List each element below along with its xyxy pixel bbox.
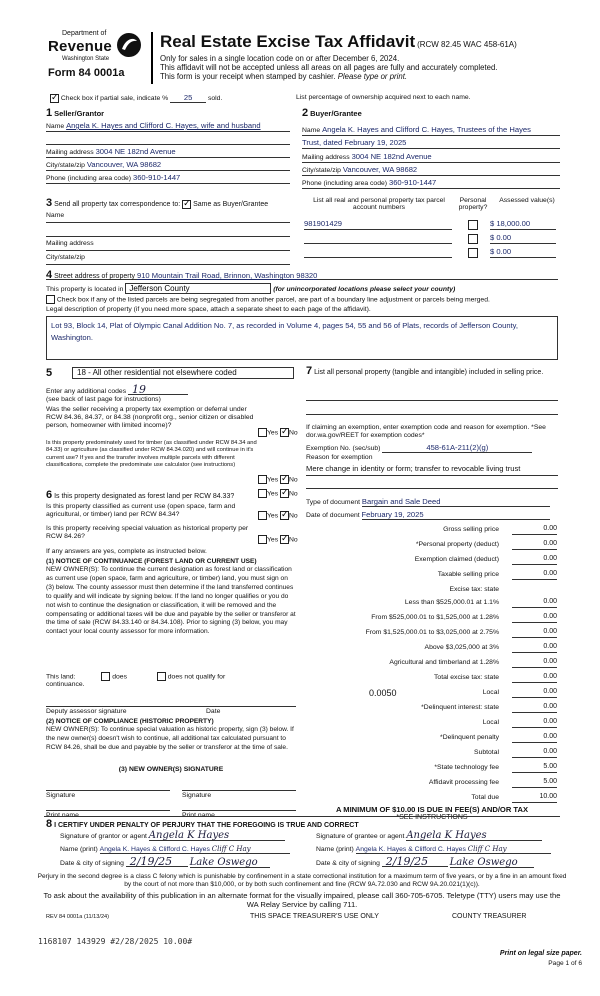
does-checkbox[interactable] (101, 672, 110, 681)
tax-row (305, 628, 557, 640)
doc-date-row (306, 510, 550, 520)
tax-label: Excise tax: state (449, 586, 499, 593)
tax-row (305, 540, 557, 552)
section8-heading-row (46, 818, 359, 830)
grantor-name-row (60, 845, 290, 854)
grantor-name-label: Name (print) (60, 846, 98, 853)
grantor-name[interactable]: Angela K. Hayes & Clifford C. Hayes (99, 846, 210, 853)
buyer-city-row (302, 165, 560, 176)
same-as-buyer-checkbox[interactable] (182, 200, 191, 209)
section-number-7: 7 (306, 365, 313, 377)
grantee-date[interactable]: 2/19/25 (382, 857, 448, 867)
no-label: No (288, 512, 298, 520)
this-land-label: This land: (46, 673, 76, 681)
buyer-heading: Buyer/Grantee (310, 109, 362, 118)
tax-value[interactable]: 0.00 (512, 555, 557, 565)
section5-q1-no-checkbox[interactable] (280, 428, 289, 437)
buyer-phone-row (302, 178, 560, 189)
section8-heading: I CERTIFY UNDER PENALTY OF PERJURY THAT THE FOREGOING IS TRUE AND CORRECT (54, 822, 359, 829)
tax-row (305, 598, 557, 610)
additional-codes-label: Enter any additional codes (46, 388, 127, 395)
section7-heading-row (306, 367, 558, 377)
section6-q3-yes-checkbox[interactable] (258, 535, 267, 544)
dept-line1: Department of (62, 30, 107, 37)
tax-row (305, 778, 557, 790)
seller-name-row2 (46, 134, 290, 145)
grantor-sig-label: Signature of grantor or agent (60, 833, 147, 840)
doc-date[interactable]: February 19, 2025 (362, 510, 550, 520)
tax-value[interactable]: 0.00 (512, 718, 557, 728)
seller-name[interactable]: Angela K. Hayes and Clifford C. Hayes, wife and husband (66, 121, 261, 130)
tax-label: From $525,000.01 to $1,525,000 at 1.28% (371, 614, 499, 621)
form-title-block (160, 32, 580, 81)
section-number-3: 3 (46, 197, 53, 209)
correspondence-name-row (46, 212, 290, 223)
dept-line2: Revenue (48, 38, 112, 55)
tax-label: *State technology fee (434, 764, 499, 771)
section5-row (46, 367, 296, 379)
tax-label: Gross selling price (443, 526, 499, 533)
tax-row (305, 718, 557, 730)
grantee-date-label: Date & city of signing (316, 860, 380, 867)
grantor-sig-row (60, 832, 285, 841)
tax-label: *Personal property (deduct) (415, 541, 499, 548)
grantee-name-row (316, 845, 551, 854)
seller-mailing-label: Mailing address (46, 149, 94, 156)
section5-q2 (46, 440, 258, 470)
form-number: Form 84 0001a (48, 67, 125, 79)
section6-q3-answer (258, 535, 298, 544)
signature-label: Signature (182, 792, 212, 799)
perjury-notice: Perjury in the second degree is a class C felony which is punishable by confinement in a state correctional institution for a maximum term of five years, or by a fine in an amount fixed by the court of not more than $10,000, or by both such confinement and fine (RCW 9A.72.030 and RCW 9A.20.021(1)(c)). (37, 873, 567, 888)
page-number: Page 1 of 6 (548, 960, 582, 967)
deputy-sig-label: Deputy assessor signature (46, 708, 127, 715)
parcels-header-assessed: Assessed value(s) (499, 197, 555, 204)
tax-label: Affidavit processing fee (428, 779, 499, 786)
treasurer-space: THIS SPACE TREASURER'S USE ONLY (250, 913, 379, 920)
grantee-city[interactable]: Lake Oswego (450, 858, 534, 868)
print-name-label: Print name (182, 812, 215, 819)
notice1-title: (1) NOTICE OF CONTINUANCE (FOREST LAND OR CURRENT USE) (46, 558, 257, 565)
minimum-due: A MINIMUM OF $10.00 IS DUE IN FEE(S) AND/OR TAX (335, 805, 529, 814)
tax-row (305, 688, 557, 700)
new-owner-print-2[interactable] (182, 800, 296, 819)
tax-value[interactable]: 0.00 (512, 688, 557, 698)
street-label: Street address of property (54, 273, 136, 280)
partial-percent[interactable]: 25 (170, 93, 206, 103)
header-note-2: This affidavit will not be accepted unless all areas on all pages are fully and accurately completed. (160, 63, 498, 72)
does-not-label: does not qualify for (167, 673, 226, 681)
buyer-mailing-label: Mailing address (302, 154, 350, 161)
section5-q1-answer (258, 428, 298, 437)
grantor-date-label: Date & city of signing (60, 860, 124, 867)
partial-sale-checkbox[interactable] (50, 94, 59, 103)
county-note: (for unincorporated locations please select your county) (273, 286, 456, 293)
tax-value[interactable]: 0.00 (512, 613, 557, 623)
seller-mailing-row (46, 147, 290, 158)
parcel-personal-checkbox-3[interactable] (468, 248, 478, 258)
header-divider (151, 32, 153, 84)
county-row (46, 283, 558, 294)
correspondence-name-label: Name (46, 212, 65, 219)
section-number-4: 4 (46, 269, 53, 281)
tax-row (305, 673, 557, 685)
grantee-name[interactable]: Angela K. Hayes & Clifford C. Hayes (355, 846, 466, 853)
buyer-mailing-row (302, 152, 560, 163)
tax-label: Exemption claimed (deduct) (414, 556, 499, 563)
notice2-title: (2) NOTICE OF COMPLIANCE (HISTORIC PROPERTY) (46, 718, 214, 725)
section5-q2-answer (258, 475, 298, 484)
tax-label: Taxable selling price (437, 571, 499, 578)
section-number-2: 2 (302, 107, 309, 119)
form-revision: REV 84 0001a (11/13/24) (46, 914, 110, 920)
tax-label: Local (482, 689, 499, 696)
parcels-header-personal: Personal property? (458, 197, 488, 211)
buyer-name-label: Name (302, 127, 321, 134)
use-code-select[interactable]: 18 - All other residential not elsewhere coded (72, 367, 294, 379)
buyer-phone[interactable]: 360-910-1447 (388, 178, 437, 187)
legal-description: Lot 93, Block 14, Plat of Olympic Canal Addition No. 7, as recorded in Volume 4, pages 54, 55 and 56 of Plats, records of Jefferson County, Washington. (51, 321, 519, 342)
seller-phone-row (46, 173, 290, 184)
see-instructions: *SEE INSTRUCTIONS (396, 814, 468, 821)
section6-q1-yes-checkbox[interactable] (258, 489, 267, 498)
parcel-personal-checkbox-2[interactable] (468, 234, 478, 244)
reason-label: Reason for exemption (306, 454, 373, 461)
legal-size-note (500, 950, 582, 957)
section6-q2-yes-checkbox[interactable] (258, 511, 267, 520)
county-select[interactable]: Jefferson County (125, 283, 271, 294)
correspondence-heading-row (46, 197, 296, 209)
section8-divider (44, 816, 560, 817)
section6-q2: Is this property classified as current use (open space, farm and agricultural, or timber) land per RCW 84.34? (46, 503, 236, 518)
parcel-value-2[interactable]: $ 0.00 (490, 233, 512, 242)
tax-label: Local (482, 719, 499, 726)
county-treasurer: COUNTY TREASURER (452, 913, 527, 920)
tax-label: Above $3,025,000 at 3% (424, 644, 499, 651)
legal-label: Legal description of property (if you need more space, attach a separate sheet to each page of the affidavit). (46, 306, 371, 313)
section5-q2-text: Is this property predominately used for timber (as classified under RCW 84.34 and 84.33) or agriculture (as classified under RCW 84.34.020) and will continue in it's current use? If yes and the transfer involves multiple parcels with different classifications, complete the predominate use calculator (see instructions) (46, 440, 257, 469)
buyer-name-2[interactable]: Trust, dated February 19, 2025 (302, 138, 407, 147)
tax-row (305, 658, 557, 670)
partial-sale-post: sold. (207, 95, 223, 102)
tax-row (305, 793, 557, 805)
dor-logo (46, 30, 150, 86)
grantee-sig-label: Signature of grantee or agent (316, 833, 405, 840)
same-as-buyer-label: Same as Buyer/Grantee (193, 201, 269, 208)
tax-value[interactable]: 0.00 (512, 658, 557, 668)
yes-label: Yes (267, 490, 279, 498)
tax-value[interactable]: 0.00 (512, 525, 557, 535)
tax-value[interactable]: 0.00 (512, 643, 557, 653)
tax-label: Agricultural and timberland at 1.28% (389, 659, 499, 666)
tax-label: Subtotal (474, 749, 499, 756)
street-address[interactable]: 910 Mountain Trail Road, Brinnon, Washington 98320 (136, 271, 318, 280)
grantee-name-label: Name (print) (316, 846, 354, 853)
parcel-row-1-number (304, 219, 452, 230)
tax-value[interactable]: 0.00 (512, 540, 557, 550)
no-label: No (288, 476, 298, 484)
tax-row (305, 570, 557, 582)
tax-row (305, 613, 557, 625)
seller-name-row (46, 121, 290, 132)
additional-codes[interactable]: 19 (128, 385, 188, 395)
grantee-signature[interactable]: Angela K Hayes (406, 832, 542, 841)
yes-label: Yes (267, 476, 279, 484)
tax-row (305, 585, 557, 597)
seller-city-label: City/state/zip (46, 162, 85, 169)
tax-value[interactable]: 5.00 (512, 763, 557, 773)
tax-row (305, 525, 557, 537)
tax-label: Total excise tax: state (434, 674, 499, 681)
legal-size-text: Print on legal size paper. (499, 950, 582, 957)
section6-q3: Is this property receiving special valuation as historical property per RCW 84.26? (46, 525, 249, 540)
tax-row (305, 763, 557, 775)
section-number-8: 8 (46, 818, 53, 830)
seller-name-label: Name (46, 123, 65, 130)
reason-row (306, 464, 558, 476)
section6-q1-no-checkbox[interactable] (280, 489, 289, 498)
accessibility-notice: To ask about the availability of this publication in an alternate format for the visually impaired, please call 360-705-6705. Teletype (TTY) users may use the WA Relay Service by calling 711. (43, 891, 561, 909)
grantee-name-handwritten: Cliff C Hay (467, 845, 507, 853)
exemption-no-label: Exemption No. (sec/sub) (306, 445, 381, 452)
continuance-label: continuance. (46, 681, 85, 688)
tax-value[interactable]: 0.00 (512, 748, 557, 758)
tax-label: Total due (471, 794, 499, 801)
buyer-mailing[interactable]: 3004 NE 182nd Avenue (351, 152, 432, 161)
buyer-city-label: City/state/zip (302, 167, 341, 174)
tax-value[interactable]: 0.00 (512, 570, 557, 580)
buyer-name-row (302, 125, 560, 136)
does-not-checkbox[interactable] (157, 672, 166, 681)
seller-section (46, 107, 290, 119)
correspondence-mailing-row (46, 240, 290, 251)
yes-label: Yes (267, 512, 279, 520)
tax-value[interactable]: 5.00 (512, 778, 557, 788)
personal-property-line-2[interactable] (306, 404, 558, 415)
buyer-phone-label: Phone (including area code) (302, 180, 388, 187)
form-title: Real Estate Excise Tax Affidavit (160, 32, 416, 51)
tax-value[interactable]: 0.00 (512, 628, 557, 638)
correspondence-heading: Send all property tax correspondence to: (54, 201, 181, 208)
this-land-row (46, 672, 296, 681)
section6-q3-no-checkbox[interactable] (280, 535, 289, 544)
street-row (46, 269, 558, 280)
exemption-no[interactable]: 458-61A-211(2)(g) (382, 443, 532, 453)
section5-q2-no-checkbox[interactable] (280, 475, 289, 484)
parcel-row-3-number (304, 247, 452, 258)
tax-row (305, 643, 557, 655)
section6-q1-text: Is this property designated as forest land per RCW 84.33? (54, 493, 235, 500)
legal-description-box[interactable] (46, 316, 558, 360)
print-name-label: Print name (46, 812, 79, 819)
yes-label: Yes (267, 536, 279, 544)
grantor-date-row (60, 857, 270, 868)
form-rcw: (RCW 82.45 WAC 458-61A) (417, 40, 517, 49)
yes-label: Yes (267, 429, 279, 437)
signature-label: Signature (46, 792, 76, 799)
grantor-signature[interactable]: Angela K Hayes (149, 832, 285, 841)
exemption-label: If claiming an exemption, enter exemption code and reason for exemption. *See dor.wa.gov/REET for exemption codes* (306, 424, 546, 439)
buyer-name-1[interactable]: Angela K. Hayes and Clifford C. Hayes, Trustees of the Hayes (322, 125, 531, 134)
any-yes-note: If any answers are yes, complete as instructed below. (46, 548, 207, 555)
seller-city-row (46, 160, 290, 171)
no-label: No (288, 429, 298, 437)
section5-q1-yes-checkbox[interactable] (258, 428, 267, 437)
tax-value[interactable]: 0.00 (512, 733, 557, 743)
header-note-3: This form is your receipt when stamped by cashier. (160, 72, 336, 81)
grantor-city[interactable]: Lake Oswego (190, 858, 270, 868)
doc-type-label: Type of document (306, 499, 361, 506)
section6-q2-answer (258, 511, 298, 520)
tax-row (305, 703, 557, 715)
section6-q2-no-checkbox[interactable] (280, 511, 289, 520)
doc-type[interactable]: Bargain and Sale Deed (362, 497, 550, 507)
does-label: does (112, 673, 127, 681)
cashier-stamp: 1168107 143929 #2/28/2025 10.00# (38, 937, 193, 946)
seller-phone-label: Phone (including area code) (46, 175, 132, 182)
doc-date-label: Date of document (306, 512, 360, 519)
new-owner-sig-1[interactable] (46, 780, 170, 799)
tax-row (305, 748, 557, 760)
buyer-section (302, 107, 562, 119)
tax-value[interactable]: 0.00 (512, 673, 557, 683)
notice3-title: (3) NEW OWNER(S) SIGNATURE (118, 766, 224, 773)
section-number-5: 5 (46, 367, 53, 379)
notice1-text: NEW OWNER(S): To continue the current designation as forest land or classification as current use (open space, farm and agriculture, or timber) land, you must sign on (3) below. The county assessor must then determine if the land transferred continues to qualify and will indicate by signing below. If the land no longer qualifies or you do not wish to continue the designation or classification, it will be removed and the compensating or additional taxes will be due and payable by the seller or transferor at the time of sale (RCW 84.33.140 or 84.34.108). Prior to signing (3) below, you may contact your local county assessor for more information. (46, 566, 296, 636)
reason-row-2[interactable] (306, 478, 558, 489)
correspondence-city-row (46, 254, 290, 265)
parcel-row-3-value (490, 247, 556, 258)
tax-label: *Delinquent interest: state (421, 704, 499, 711)
parcel-value-3[interactable]: $ 0.00 (490, 247, 512, 256)
tax-row (305, 733, 557, 745)
notice2-text: NEW OWNER(S): To continue special valuation as historic property, sign (3) below. If the new owner(s) doesn't wish to continue, all additional tax calculated pursuant to RCW 84.26, shall be due and payable by the seller or transferor at the time of sale. (46, 726, 294, 751)
no-label: No (288, 490, 298, 498)
parcel-row-2-number (304, 233, 452, 244)
partial-sale-label: Check box if partial sale, indicate % (60, 95, 169, 102)
section5-q1 (46, 406, 258, 430)
grantee-date-row (316, 857, 534, 868)
deputy-sig-line[interactable] (46, 706, 296, 715)
tax-label: From $1,525,000.01 to $3,025,000 at 2.75% (365, 629, 499, 636)
county-label: This property is located in (46, 286, 124, 293)
no-label: No (288, 536, 298, 544)
correspondence-city-label: City/state/zip (46, 254, 85, 261)
parcel-row-2-value (490, 233, 556, 244)
segregate-label: Check box if any of the listed parcels are being segregated from another parcel, are part of a boundary line adjustment or parcels being merged. (56, 296, 490, 304)
dor-swoosh-icon (116, 32, 142, 58)
ownership-note: List percentage of ownership acquired next to each name. (296, 94, 471, 101)
tax-row (305, 555, 557, 567)
section-number-1: 1 (46, 107, 53, 119)
doc-type-row (306, 497, 550, 507)
seller-heading: Seller/Grantor (54, 109, 105, 118)
parcel-personal-checkbox-1[interactable] (468, 220, 478, 230)
tax-value[interactable]: 10.00 (512, 793, 557, 803)
tax-value[interactable]: 0.00 (512, 703, 557, 713)
reason[interactable]: Mere change in identity or form; transfer to revocable living trust (306, 464, 521, 473)
header-note-3-italic: Please type or print. (337, 72, 408, 81)
header-note-1: Only for sales in a single location code on or after December 6, 2024. (160, 54, 400, 63)
section5-q2-yes-checkbox[interactable] (258, 475, 267, 484)
segregate-checkbox[interactable] (46, 295, 55, 304)
local-rate: 0.0050 (369, 688, 397, 698)
parcel-number-1[interactable]: 981901429 (304, 219, 343, 228)
tax-label: Less than $525,000.01 at 1.1% (404, 599, 499, 606)
grantor-name-handwritten: Cliff C Hay (211, 845, 251, 853)
parcel-value-1[interactable]: $ 18,000.00 (490, 219, 531, 228)
parcel-row-1-value (490, 219, 556, 230)
parcels-header-numbers: List all real and personal property tax parcel account numbers (313, 197, 445, 211)
section5-q1-text: Was the seller receiving a property tax exemption or deferral under RCW 84.36, 84.37, or 84.38 (nonprofit org., senior citizen or disabled person, homeowner with limited income)? (46, 406, 254, 429)
partial-sale-row (50, 93, 222, 103)
correspondence-mailing-label: Mailing address (46, 240, 94, 247)
section7-heading: List all personal property (tangible and intangible) included in selling price. (314, 369, 544, 376)
tax-label: *Delinquent penalty (440, 734, 499, 741)
seller-mailing[interactable]: 3004 NE 182nd Avenue (95, 147, 176, 156)
see-back-note: (see back of last page for instructions) (46, 396, 161, 403)
correspondence-name-row2 (46, 226, 290, 237)
personal-property-line-1[interactable] (306, 390, 558, 401)
dept-line3: Washington State (62, 56, 110, 62)
new-owner-print-1[interactable] (46, 800, 170, 819)
new-owner-sig-2[interactable] (182, 780, 296, 799)
grantor-date[interactable]: 2/19/25 (126, 857, 188, 867)
buyer-city[interactable]: Vancouver, WA 98682 (342, 165, 418, 174)
exemption-no-row (306, 443, 558, 453)
additional-codes-row (46, 385, 188, 395)
seller-phone[interactable]: 360-910-1447 (132, 173, 181, 182)
buyer-name-row2 (302, 138, 560, 149)
segregate-row (46, 295, 490, 304)
deputy-date-label: Date (206, 708, 221, 715)
seller-city[interactable]: Vancouver, WA 98682 (86, 160, 162, 169)
section-number-6: 6 (46, 489, 53, 501)
section6-q1-answer (258, 489, 298, 498)
grantee-sig-row (316, 832, 542, 841)
tax-value[interactable]: 0.00 (512, 598, 557, 608)
